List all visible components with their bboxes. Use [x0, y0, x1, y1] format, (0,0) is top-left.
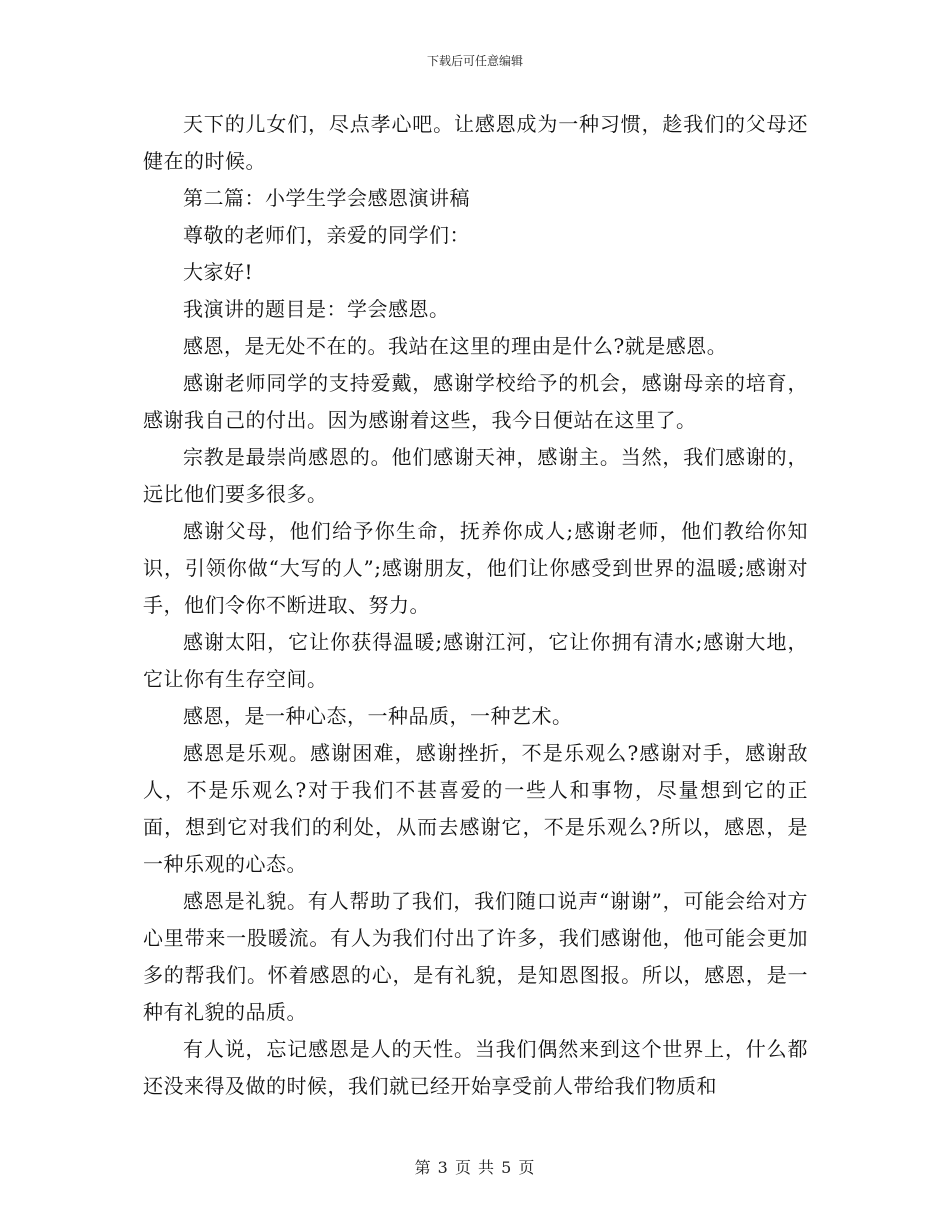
paragraph: 感谢老师同学的支持爱戴，感谢学校给予的机会，感谢母亲的培育，感谢我自己的付出。因为感谢着这些，我今日便站在这里了。	[143, 371, 808, 432]
page-header: 下载后可任意编辑	[426, 54, 523, 68]
paragraph: 宗教是最崇尚感恩的。他们感谢天神，感谢主。当然，我们感谢的，远比他们要多很多。	[143, 445, 808, 506]
paragraph: 大家好!	[183, 260, 254, 284]
paragraph: 我演讲的题目是：学会感恩。	[183, 297, 450, 321]
paragraph: 感谢太阳，它让你获得温暖;感谢江河，它让你拥有清水;感谢大地，它让你有生存空间。	[143, 630, 808, 691]
paragraph: 感恩是乐观。感谢困难，感谢挫折，不是乐观么?感谢对手，感谢敌人，不是乐观么?对于我们不甚喜爱的一些人和事物，尽量想到它的正面，想到它对我们的利处，从而去感谢它，不是乐观么?所以，感恩，是一种乐观的心态。	[143, 741, 808, 876]
paragraph: 感谢父母，他们给予你生命，抚养你成人;感谢老师，他们教给你知识，引领你做“大写的人”;感谢朋友，他们让你感受到世界的温暖;感谢对手，他们令你不断进取、努力。	[143, 519, 808, 617]
paragraph: 有人说，忘记感恩是人的天性。当我们偶然来到这个世界上，什么都还没来得及做的时候，我们就已经开始享受前人带给我们物质和	[143, 1037, 808, 1098]
document-body	[143, 106, 808, 1105]
paragraph: 天下的儿女们，尽点孝心吧。让感恩成为一种习惯，趁我们的父母还健在的时候。	[143, 112, 808, 173]
paragraph: 感恩，是无处不在的。我站在这里的理由是什么?就是感恩。	[183, 334, 728, 358]
paragraph: 感恩是礼貌。有人帮助了我们，我们随口说声“谢谢”，可能会给对方心里带来一股暖流。有人为我们付出了许多，我们感谢他，他可能会更加多的帮我们。怀着感恩的心，是有礼貌，是知恩图报。所以，感恩，是一种有礼貌的品质。	[143, 889, 808, 1024]
paragraph: 感恩，是一种心态，一种品质，一种艺术。	[183, 704, 573, 728]
page-footer: 第 3 页 共 5 页	[414, 1158, 536, 1177]
section-title: 第二篇：小学生学会感恩演讲稿	[183, 186, 470, 210]
paragraph: 尊敬的老师们，亲爱的同学们：	[183, 223, 470, 247]
